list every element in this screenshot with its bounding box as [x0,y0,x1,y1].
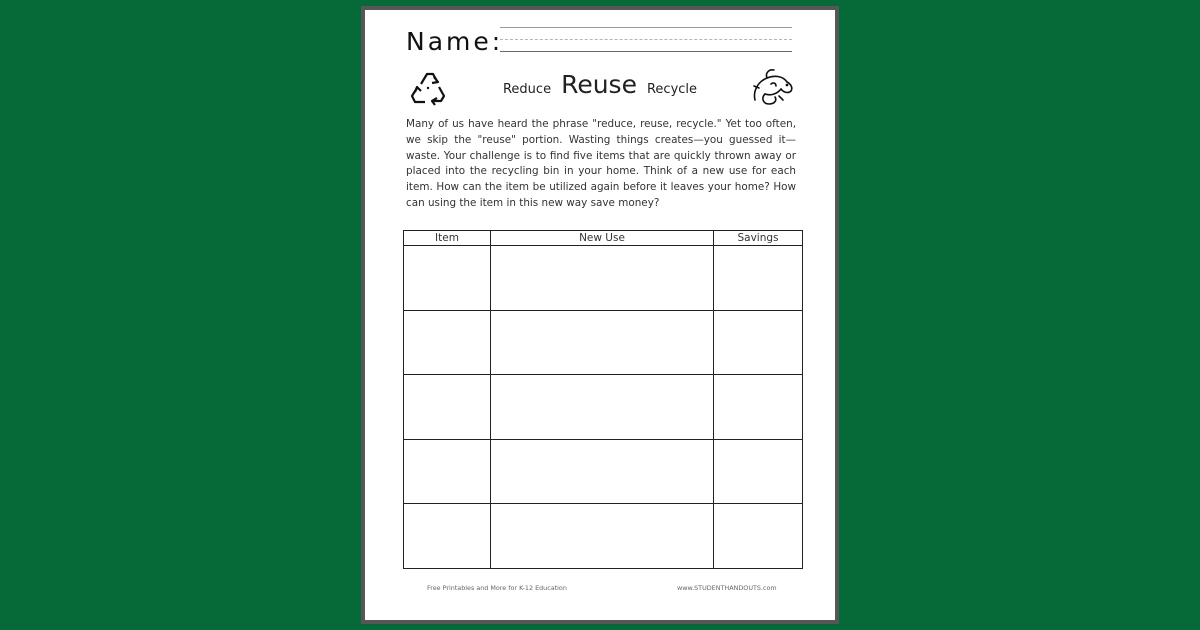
reuse-worksheet-table [403,230,803,569]
item-cell[interactable] [404,246,491,311]
instructions-paragraph: Many of us have heard the phrase "reduce, reuse, recycle." Yet too often, we skip the "reuse" portion. Wasting things creates—you guessed it—waste. Your challenge is to find five items that are quickly thrown away or placed into the recycling bin in your home. Think of a new use for each item. How can the item be utilized again before it leaves your home? How can using the item in this new way save money? [406,118,796,209]
item-cell[interactable] [404,439,491,504]
new-use-cell[interactable] [491,310,714,375]
table-row [404,375,803,440]
item-cell[interactable] [404,504,491,569]
table-row [404,504,803,569]
title-recycle: Recycle [646,82,698,97]
title-reuse: Reuse [561,70,637,99]
new-use-cell[interactable] [491,439,714,504]
footer-tagline: Free Printables and More for K-12 Education [427,584,567,592]
column-header-item: Item [404,231,491,246]
recycle-icon [407,68,451,108]
name-label: Name: [406,27,504,56]
lizard-icon [749,64,795,108]
footer-url: www.STUDENTHANDOUTS.com [677,584,777,592]
name-writing-line-top [500,27,792,28]
column-header-savings: Savings [714,231,803,246]
item-cell[interactable] [404,310,491,375]
savings-cell[interactable] [714,375,803,440]
savings-cell[interactable] [714,310,803,375]
new-use-cell[interactable] [491,246,714,311]
name-writing-line-base [500,51,792,52]
table-row [404,439,803,504]
name-writing-line-mid [500,39,792,40]
table-row [404,246,803,311]
savings-cell[interactable] [714,504,803,569]
new-use-cell[interactable] [491,375,714,440]
table-header-row [404,231,803,246]
savings-cell[interactable] [714,439,803,504]
item-cell[interactable] [404,375,491,440]
worksheet-title [470,70,730,104]
column-header-new-use: New Use [491,231,714,246]
title-reduce: Reduce [502,82,552,97]
table-row [404,310,803,375]
savings-cell[interactable] [714,246,803,311]
new-use-cell[interactable] [491,504,714,569]
